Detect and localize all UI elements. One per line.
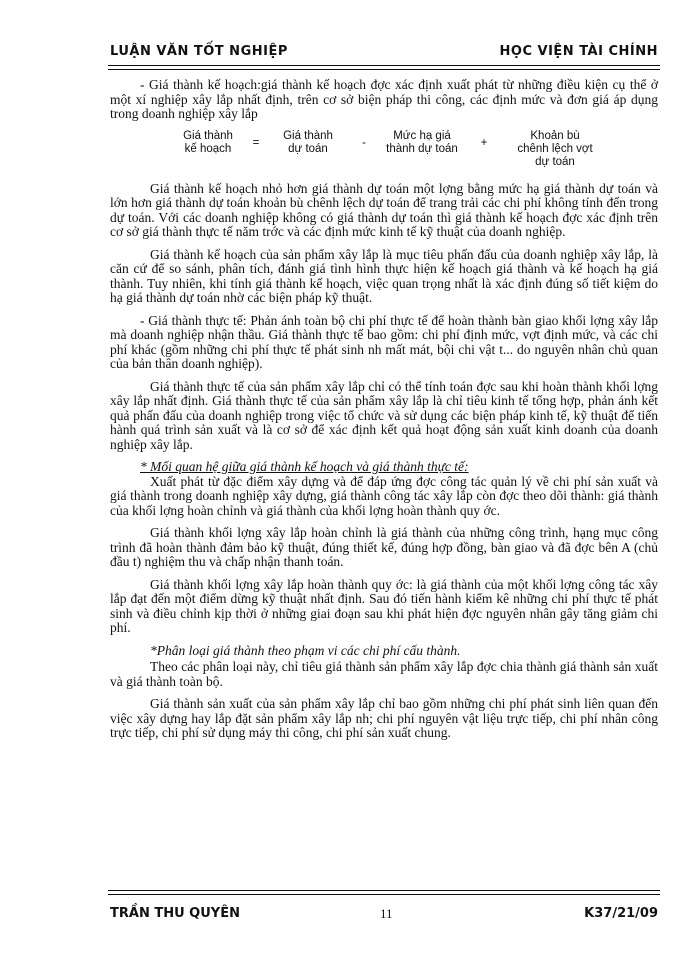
paragraph-planned-cost: - Giá thành kế hoạch:giá thành kế hoạch đợc xác định xuất phát từ những điều kiện cụ thể ở một xí nghiệp xây lắp nhất định, trên cơ sở biện pháp thi công, các định mức và đơn giá áp dụng trong doanh nghiệp xây lắp <box>110 77 658 121</box>
footer-author: TRẦN THU QUYÊN <box>110 906 240 921</box>
heading-classification: *Phân loại giá thành theo phạm vi các chi phí cấu thành. <box>150 642 461 658</box>
heading-relationship: * Mối quan hệ giữa giá thành kế hoạch và giá thành thực tế: <box>140 459 469 474</box>
formula-plus: + <box>480 136 488 149</box>
formula-term-reduction: Mức hạ giá thành dự toán <box>386 129 458 155</box>
paragraph-production-cost: Giá thành sản xuất của sản phẩm xây lắp chỉ bao gồm những chi phí phát sinh liên quan đến việc xây dựng hay lắp đặt sản phẩm xây lắp nh; chi phí nguyên vật liệu trực tiếp, chi phí nhân công trực tiếp, chi phí sử dụng máy thi công, chi phí sản xuất chung. <box>110 696 658 740</box>
formula-equals: = <box>252 136 260 149</box>
paragraph-actual-cost-detail: Giá thành thực tế của sản phẩm xây lắp chỉ có thể tính toán đợc sau khi hoàn thành khối lợng xây lắp nhất định. Giá thành thực tế của sản phẩm xây lắp là chỉ tiêu kinh tế tổng hợp, phản ánh kết quả phấn đấu của doanh nghiệp trong việc tổ chức và sử dụng các biện pháp kinh tế, kỹ thuật để tiến hành quá trình sản xuất và là cơ sở để xác định kết quả hoạt động sản xuất kinh doanh của doanh nghiệp xây lắp. <box>110 378 658 452</box>
header-institution: HỌC VIỆN TÀI CHÍNH <box>499 44 658 59</box>
formula-term-planned: Giá thành kế hoạch <box>183 129 233 155</box>
paragraph-conventional-volume: Giá thành khối lợng xây lắp hoàn thành quy ớc: là giá thành của một khối lợng công tác xây lắp đạt đến một điểm dừng kỹ thuật nhất định. Sau đó tiến hành kiểm kê những chi phí thực tế phát sinh và điều chỉnh kịp thời ở những giai đoạn sau khi phát hiện đợc nguyên nhân gây tăng giảm chi phí. <box>110 576 658 635</box>
paragraph-classification: Theo các phân loại này, chỉ tiêu giá thành sản phẩm xây lắp đợc chia thành giá thành sản xuất và giá thành toàn bộ. <box>110 659 658 689</box>
paragraph-planned-vs-estimate: Giá thành kế hoạch nhỏ hơn giá thành dự toán một lợng bằng mức hạ giá thành dự toán và lớn hơn giá thành dự toán khoản bù chênh lệch dự toán để trang trải các chi phí không tính đến trong dự toán. Với các doanh nghiệp không có giá thành dự toán thì giá thành kế hoạch đợc xác định trên cơ sở giá thành thực tế năm trớc và các định mức kinh tế kỹ thuật của doanh nghiệp. <box>110 180 658 239</box>
formula-term-compensation: Khoản bù chênh lệch vợt dự toán <box>517 129 593 168</box>
footer-class-code: K37/21/09 <box>584 906 658 921</box>
page-number: 11 <box>380 906 393 921</box>
header-rule <box>108 65 660 66</box>
footer-rule-thin <box>108 894 660 895</box>
paragraph-complete-volume: Giá thành khối lợng xây lắp hoàn chỉnh là giá thành của những công trình, hạng mục công trình đã hoàn thành đảm bảo kỹ thuật, đúng thiết kế, đúng hợp đồng, bàn giao và đã đợc bên A (chủ đầu t) nghiệm thu và chấp nhận thanh toán. <box>110 525 658 569</box>
footer-rule <box>108 890 660 891</box>
page-body <box>110 78 658 749</box>
page-header <box>110 44 658 64</box>
header-thesis-title: LUẬN VĂN TỐT NGHIỆP <box>110 44 288 59</box>
paragraph-planned-goal: Giá thành kế hoạch của sản phẩm xây lắp là mục tiêu phấn đấu của doanh nghiệp xây lắp, là căn cứ để so sánh, phân tích, đánh giá tình hình thực hiện kế hoạch giá thành và kế hoạch hạ giá thành. Tuy nhiên, khi tính giá thành kế hoạch, việc quan trọng nhất là xác định đúng số tiết kiệm do hạ giá thành dự toán nhờ các biện pháp kỹ thuật. <box>110 246 658 305</box>
paragraph-actual-cost: - Giá thành thực tế: Phản ánh toàn bộ chi phí thực tế để hoàn thành bàn giao khối lợng xây lắp mà doanh nghiệp nhận thầu. Giá thành thực tế bao gồm: chi phí định mức, vợt định mức, và các chi phí khác (gồm những chi phí thực tế phát sinh nh mất mát, bội chi vật t... do nguyên nhân chủ quan của bản thân doanh nghiệp). <box>110 312 658 371</box>
formula-minus: - <box>362 136 366 149</box>
formula-term-estimate: Giá thành dự toán <box>283 129 333 155</box>
page-footer <box>110 906 658 926</box>
paragraph-volume-types: Xuất phát từ đặc điểm xây dựng và để đáp ứng đợc công tác quản lý về chi phí sản xuất và giá thành trong doanh nghiệp xây dựng, giá thành công tác xây lắp còn đợc theo dõi thành: giá thành của khối lợng hoàn chỉnh và giá thành của khối lợng hoàn thành quy ớc. <box>110 473 658 518</box>
cost-formula <box>110 130 658 178</box>
header-rule-thin <box>108 69 660 70</box>
